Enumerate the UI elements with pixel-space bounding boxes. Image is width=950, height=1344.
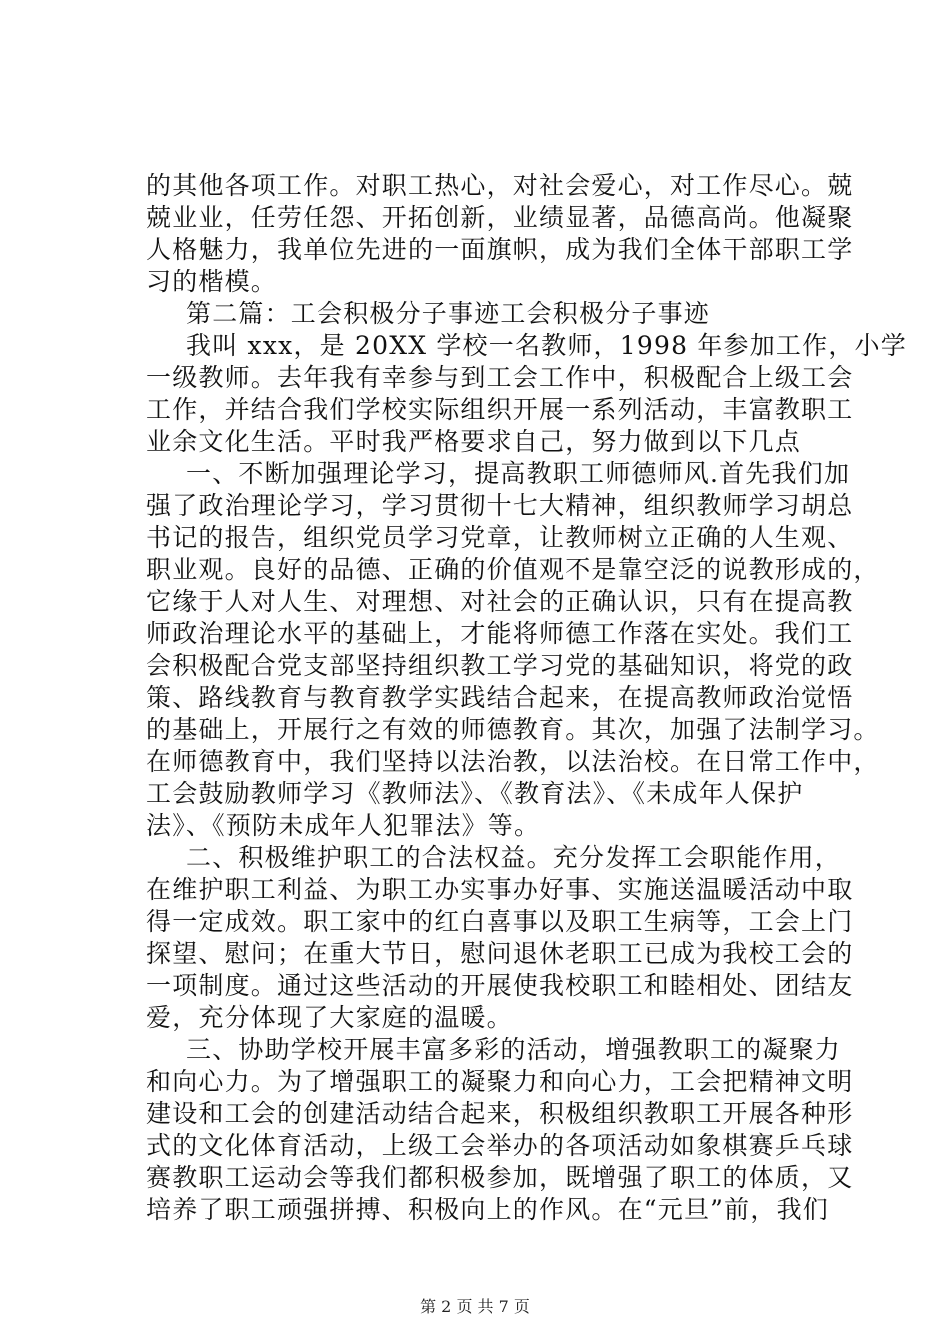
text-line: 得一定成效。职工家中的红白喜事以及职工生病等，工会上门 xyxy=(146,907,854,936)
text-line: 探望、慰问；在重大节日，慰问退休老职工已成为我校工会的 xyxy=(146,939,854,968)
text-line: 会积极配合党支部坚持组织教工学习党的基础知识，将党的政 xyxy=(146,651,854,680)
text-line: 书记的报告，组织党员学习党章，让教师树立正确的人生观、 xyxy=(146,523,854,552)
text-line: 的其他各项工作。对职工热心，对社会爱心，对工作尽心。兢 xyxy=(146,171,854,200)
text-line: 二、积极维护职工的合法权益。充分发挥工会职能作用， xyxy=(186,843,842,872)
page-footer: 第 2 页 共 7 页 xyxy=(420,1297,530,1316)
section-heading: 第二篇：工会积极分子事迹工会积极分子事迹 xyxy=(186,299,711,328)
text-line: 和向心力。为了增强职工的凝聚力和向心力，工会把精神文明 xyxy=(146,1067,854,1096)
text-line: 在师德教育中，我们坚持以法治教，以法治校。在日常工作中， xyxy=(146,747,880,776)
text-line: 爱，充分体现了大家庭的温暖。 xyxy=(146,1003,513,1032)
text-line: 一级教师。去年我有幸参与到工会工作中，积极配合上级工会 xyxy=(146,363,854,392)
text-line: 法》、《预防未成年人犯罪法》等。 xyxy=(146,811,541,840)
text-line: 我叫 xxx，是 20XX 学校一名教师，1998 年参加工作，小学 xyxy=(186,331,907,360)
text-line: 它缘于人对人生、对理想、对社会的正确认识，只有在提高教 xyxy=(146,587,854,616)
text-line: 培养了职工顽强拼搏、积极向上的作风。在“元旦”前，我们 xyxy=(146,1195,829,1224)
text-line: 工作，并结合我们学校实际组织开展一系列活动，丰富教职工 xyxy=(146,395,854,424)
text-line: 兢业业，任劳任怨、开拓创新，业绩显著，品德高尚。他凝聚 xyxy=(146,203,854,232)
text-line: 业余文化生活。平时我严格要求自己，努力做到以下几点 xyxy=(146,427,802,456)
text-line: 策、路线教育与教育教学实践结合起来，在提高教师政治觉悟 xyxy=(146,683,854,712)
text-line: 人格魅力，我单位先进的一面旗帜，成为我们全体干部职工学 xyxy=(146,235,854,264)
text-line: 习的楷模。 xyxy=(146,267,278,296)
text-line: 赛教职工运动会等我们都积极参加，既增强了职工的体质，又 xyxy=(146,1163,854,1192)
text-line: 的基础上，开展行之有效的师德教育。其次，加强了法制学习。 xyxy=(146,715,880,744)
text-line: 工会鼓励教师学习《教师法》、《教育法》、《未成年人保护 xyxy=(146,779,804,808)
text-line: 强了政治理论学习，学习贯彻十七大精神，组织教师学习胡总 xyxy=(146,491,854,520)
text-line: 师政治理论水平的基础上，才能将师德工作落在实处。我们工 xyxy=(146,619,854,648)
document-body xyxy=(146,170,907,1226)
text-line: 职业观。良好的品德、正确的价值观不是靠空泛的说教形成的， xyxy=(146,555,880,584)
text-line: 建设和工会的创建活动结合起来，积极组织教职工开展各种形 xyxy=(146,1099,854,1128)
text-line: 三、协助学校开展丰富多彩的活动，增强教职工的凝聚力 xyxy=(186,1035,842,1064)
text-line: 式的文化体育活动，上级工会举办的各项活动如象棋赛乒乓球 xyxy=(146,1131,854,1160)
text-line: 一、不断加强理论学习，提高教职工师德师风.首先我们加 xyxy=(186,459,851,488)
text-line: 在维护职工利益、为职工办实事办好事、实施送温暖活动中取 xyxy=(146,875,854,904)
text-line: 一项制度。通过这些活动的开展使我校职工和睦相处、团结友 xyxy=(146,971,854,1000)
